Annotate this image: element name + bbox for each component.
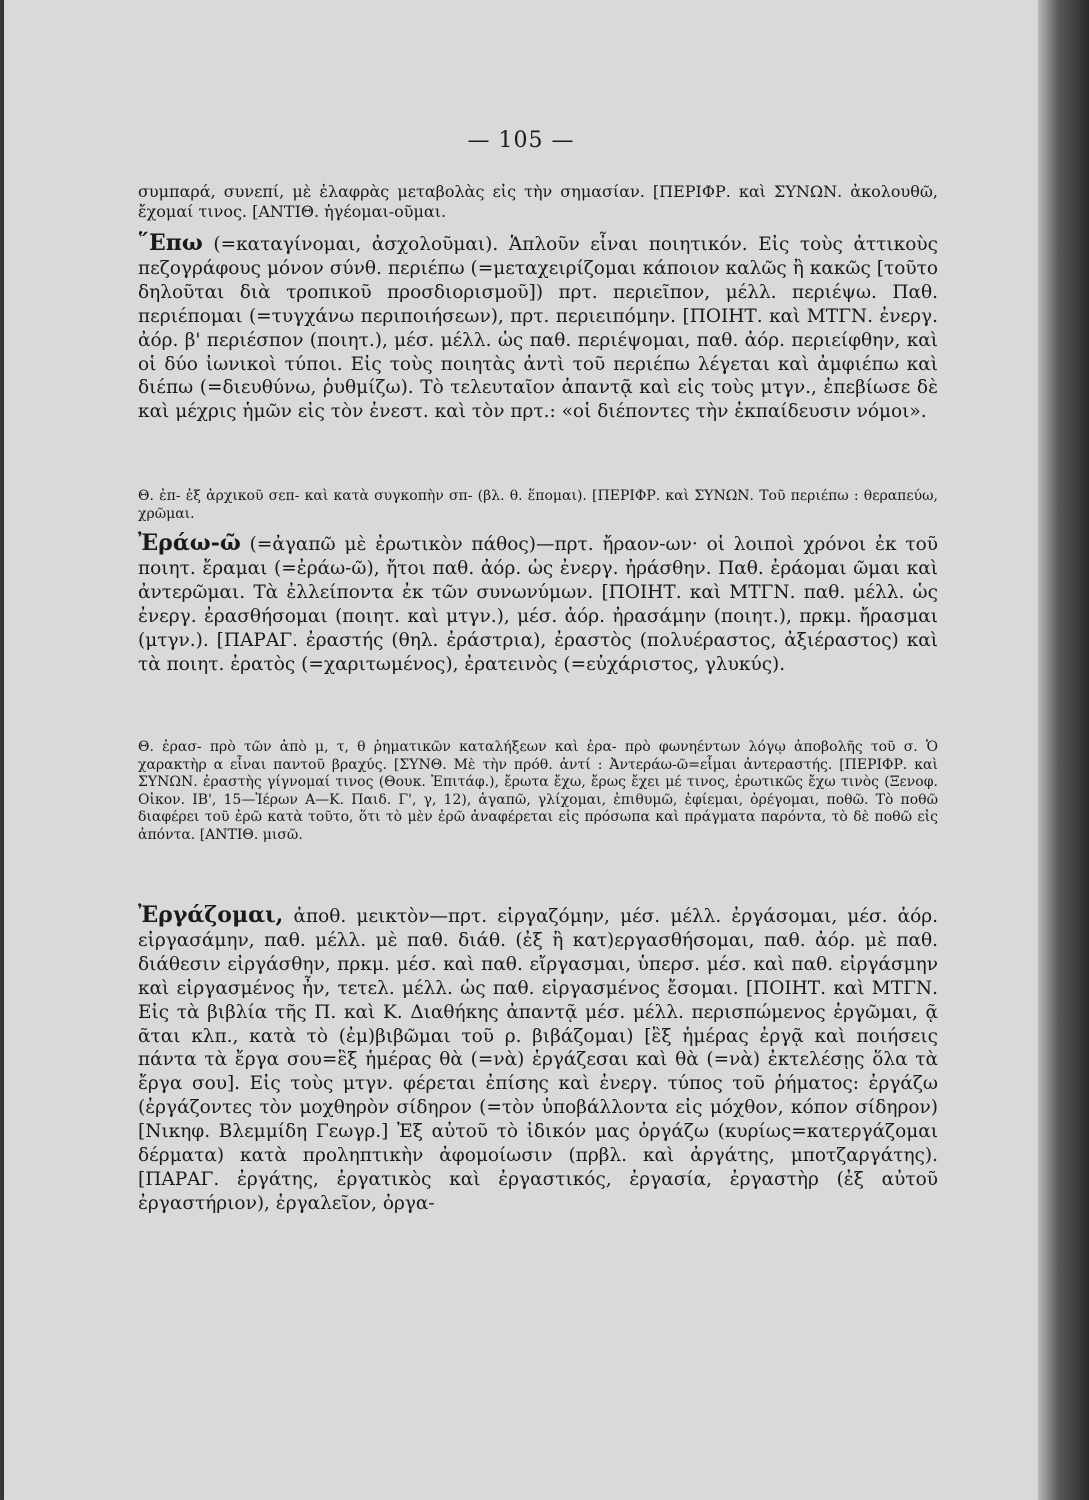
entry-erao-lemma: Ἐράω-ῶ <box>138 530 241 556</box>
entry-erao <box>138 532 938 676</box>
entry-ergazomai <box>138 904 938 1216</box>
entry-ergazomai-text: ἀποθ. μεικτὸν—πρτ. εἰργαζόμην, μέσ. μέλλ. ἐργάσομαι, μέσ. ἀόρ. εἰργασάμην, παθ. μέλλ. μὲ παθ. διάθ. (ἐξ ἢ κατ)εργασθήσομαι, παθ. ἀόρ. μὲ παθ. διάθεσιν εἰργάσθην, πρκμ. μέσ. καὶ παθ. εἴργασμαι, ὑπερσ. μέσ. καὶ παθ. εἰργάσμην καὶ εἰργασμένος ἦν, τετελ. μέλλ. ὡς παθ. εἰργασμένος ἔσομαι. [ΠΟΙΗΤ. καὶ ΜΤΓΝ. Εἰς τὰ βιβλία τῆς Π. καὶ Κ. Διαθήκης ἀπαντᾷ μέσ. μέλλ. περισπώμενος ἐργῶμαι, ᾷ ᾶται κλπ., κατὰ τὸ (ἐμ)βιβῶμαι τοῦ ρ. βιβάζομαι) [ἓξ ἡμέρας ἐργᾷ καὶ ποιήσεις πάντα τὰ ἔργα σου=ἓξ ἡμέρας θὰ (=νὰ) ἐργάζεσαι καὶ θὰ (=νὰ) ἐκτελέσῃς ὅλα τὰ ἔργα σου]. Εἰς τοὺς μτγν. φέρεται ἐπίσης καὶ ἐνεργ. τύπος τοῦ ῥήματος: ἐργάζω (ἐργάζοντες τὸν μοχθηρὸν σίδηρον (=τὸν ὑποβάλλοντα εἰς μόχθον, κόπον σίδηρον) [Νικηφ. Βλεμμίδη Γεωγρ.] Ἐξ αὐτοῦ τὸ ἰδικόν μας ὀργάζω (κυρίως=κατεργάζομαι δέρματα) κατὰ προληπτικὴν ἀφομοίωσιν (πρβλ. καὶ ἀργάτης, μποτζαργάτης). [ΠΑΡΑΓ. ἐργάτης, ἐργατικὸς καὶ ἐργαστικός, ἐργασία, ἐργαστὴρ (ἐξ αὐτοῦ ἐργαστήριον), ἐργαλεῖον, ὀργα- <box>138 906 938 1214</box>
page-number: — 105 — <box>467 128 575 153</box>
entry-epo-text: (=καταγίνομαι, ἀσχολοῦμαι). Ἁπλοῦν εἶναι ποιητικόν. Εἰς τοὺς ἀττικοὺς πεζογράφους μόνον σύνθ. περιέπω (=μεταχειρίζομαι κάποιον καλῶς ἢ κακῶς [τοῦτο δηλοῦται διὰ τροπικοῦ προσδιορισμοῦ]) πρτ. περιεῖπον, μέλλ. περιέψω. Παθ. περιέπομαι (=τυγχάνω περιποιήσεων), πρτ. περιειπόμην. [ΠΟΙΗΤ. καὶ ΜΤΓΝ. ἐνεργ. ἀόρ. β' περιέσπον (ποιητ.), μέσ. μέλλ. ὡς παθ. περιέψομαι, παθ. ἀόρ. περιείφθην, καὶ οἱ δύο ἰωνικοὶ τύποι. Εἰς τοὺς ποιητὰς ἀντὶ τοῦ περιέπω λέγεται καὶ ἀμφιέπω καὶ διέπω (=διευθύνω, ῥυθμίζω). Τὸ τελευταῖον ἀπαντᾷ καὶ εἰς τοὺς μτγν., ἐπεβίωσε δὲ καὶ μέχρις ἡμῶν εἰς τὸν ἐνεστ. καὶ τὸν πρτ.: «οἱ διέποντες τὴν ἐκπαίδευσιν νόμοι». <box>138 234 938 423</box>
page-edge-shadow <box>1038 0 1089 1500</box>
continuation-text: συμπαρά, συνεπί, μὲ ἐλαφρὰς μεταβολὰς εἰς τὴν σημασίαν. [ΠΕΡΙΦΡ. καὶ ΣΥΝΩΝ. ἀκολουθῶ, ἔχομαί τινος. [ΑΝΤΙΘ. ἡγέομαι-οῦμαι. <box>138 182 938 221</box>
entry-epo-note: Θ. ἐπ- ἐξ ἀρχικοῦ σεπ- καὶ κατὰ συγκοπὴν σπ- (βλ. θ. ἕπομαι). [ΠΕΡΙΦΡ. καὶ ΣΥΝΩΝ. Τοῦ περιέπω : θεραπεύω, χρῶμαι. <box>138 488 938 522</box>
book-page <box>4 0 1038 1500</box>
entry-erao-text: (=ἀγαπῶ μὲ ἐρωτικὸν πάθος)—πρτ. ἤραον-ων· οἱ λοιποὶ χρόνοι ἐκ τοῦ ποιητ. ἔραμαι (=ἐράω-ῶ), ἤτοι παθ. ἀόρ. ὡς ἐνεργ. ἠράσθην. Παθ. ἐράομαι ῶμαι καὶ ἀντερῶμαι. Τὰ ἐλλείποντα ἐκ τῶν συνωνύμων. [ΠΟΙΗΤ. καὶ ΜΤΓΝ. παθ. μέλλ. ὡς ἐνεργ. ἐρασθήσομαι (ποιητ. καὶ μτγν.), μέσ. ἀόρ. ἠρασάμην (ποιητ.), πρκμ. ἤρασμαι (μτγν.). [ΠΑΡΑΓ. ἐραστής (θηλ. ἐράστρια), ἐραστὸς (πολυέραστος, ἀξιέραστος) καὶ τὰ ποιητ. ἐρατὸς (=χαριτωμένος), ἐρατεινὸς (=εὐχάριστος, γλυκύς). <box>138 534 938 675</box>
entry-ergazomai-lemma: Ἐργάζομαι, <box>138 902 284 928</box>
entry-erao-note: Θ. ἐρασ- πρὸ τῶν ἀπὸ μ, τ, θ ῥηματικῶν καταλήξεων καὶ ἐρα- πρὸ φωνηέντων λόγῳ ἀποβολῆς τοῦ σ. Ὁ χαρακτὴρ α εἶναι παντοῦ βραχύς. [ΣΥΝΘ. Μὲ τὴν πρόθ. ἀντί : Ἀντεράω-ῶ=εἶμαι ἀντεραστής. [ΠΕΡΙΦΡ. καὶ ΣΥΝΩΝ. ἐραστὴς γίγνομαί τινος (Θουκ. Ἐπιτάφ.), ἔρωτα ἔχω, ἔρως ἔχει μέ τινος, ἐρωτικῶς ἔχω τινὸς (Ξενοφ. Οἰκον. ΙΒ', 15—Ἱέρων Α—Κ. Παιδ. Γ', γ, 12), ἀγαπῶ, γλίχομαι, ἐπιθυμῶ, ἐφίεμαι, ὀρέγομαι, ποθῶ. Τὸ ποθῶ διαφέρει τοῦ ἐρῶ κατὰ τοῦτο, ὅτι τὸ μὲν ἐρῶ ἀναφέρεται εἰς πρόσωπα καὶ πράγματα παρόντα, τὸ δὲ ποθῶ εἰς ἀπόντα. [ΑΝΤΙΘ. μισῶ. <box>138 739 938 843</box>
entry-epo <box>138 232 938 424</box>
entry-epo-lemma: ῞Επω <box>138 230 203 256</box>
